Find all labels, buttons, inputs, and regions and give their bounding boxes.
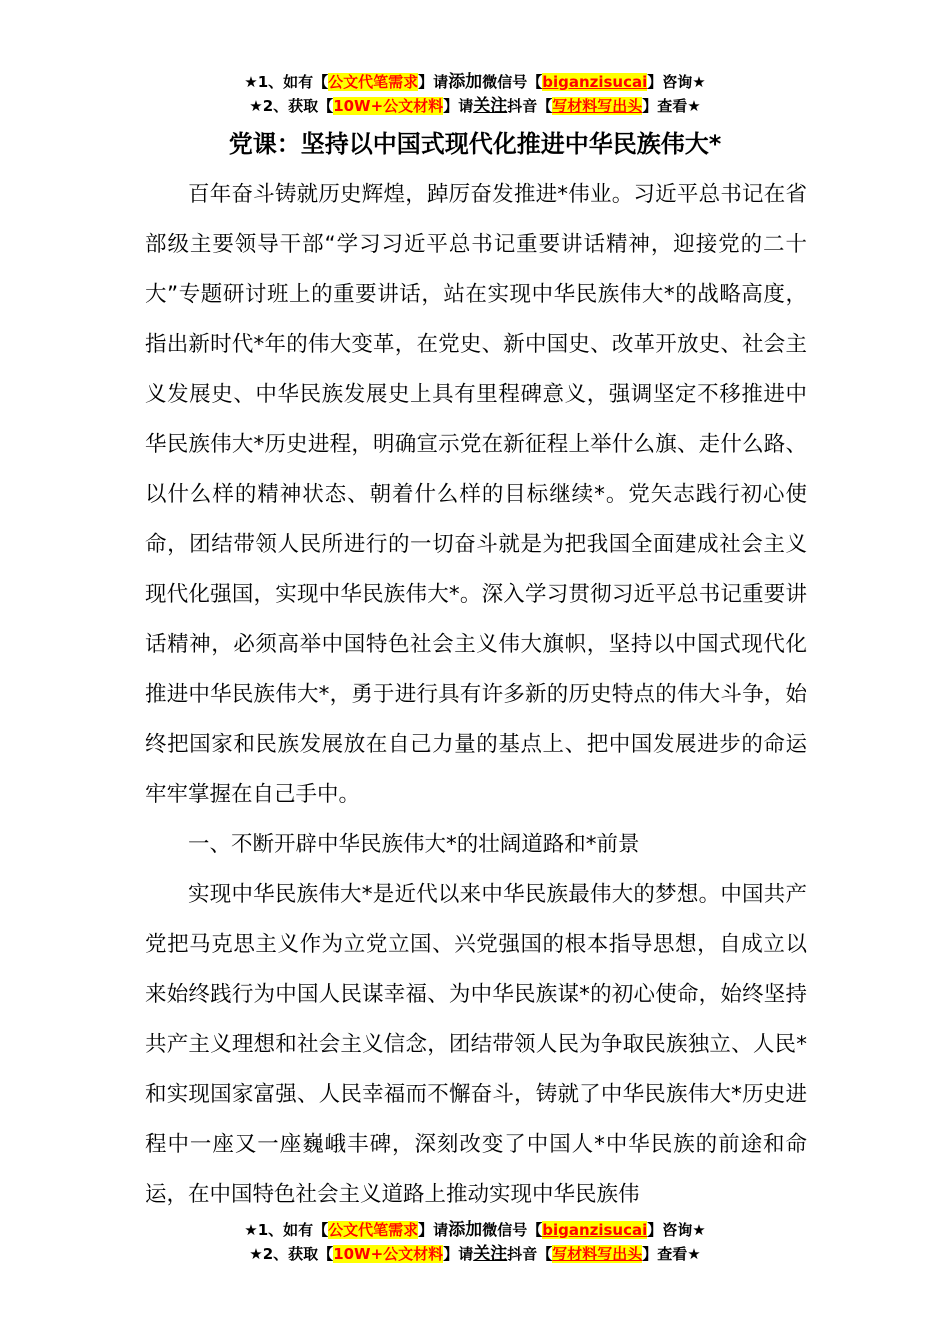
promo-banner-top [0, 70, 950, 118]
promo-emphasis: 添加 [448, 72, 483, 92]
promo-text: 微信号【 [482, 73, 543, 91]
document-body [145, 170, 807, 1220]
promo-text: 】查看★ [642, 97, 701, 115]
promo-highlight-wechat: biganzisucai [542, 73, 648, 91]
promo-text: 】查看★ [642, 1245, 701, 1263]
promo-text: 】请 [443, 1245, 474, 1263]
promo-text: 抖音【 [507, 97, 553, 115]
section-heading-1: 一、不断开辟中华民族伟大*的壮阔道路和*前景 [188, 832, 640, 857]
promo-highlight-douyin: 写材料写出头 [552, 97, 643, 115]
promo-banner-bottom [0, 1218, 950, 1266]
promo-text: ★1、如有【 [244, 73, 329, 91]
promo-highlight: 公文代笔需求 [328, 1221, 419, 1239]
promo-line-2 [0, 94, 950, 118]
promo-line-1 [0, 1218, 950, 1242]
paragraph-section-1: 实现中华民族伟大*是近代以来中华民族最伟大的梦想。中国共产党把马克思主义作为立党立国、兴党强国的根本指导思想，自成立以来始终践行为中国人民谋幸福、为中华民族谋*的初心使命，始终坚持共产主义理想和社会主义信念，团结带领人民为争取民族独立、人民*和实现国家富强、人民幸福而不懈奋斗，铸就了中华民族伟大*历史进程中一座又一座巍峨丰碑，深刻改变了中国人*中华民族的前途和命运，在中国特色社会主义道路上推动实现中华民族伟 [145, 882, 807, 1207]
promo-text: 】请 [418, 73, 449, 91]
promo-text: 】请 [418, 1221, 449, 1239]
promo-text: 】请 [443, 97, 474, 115]
promo-highlight: 10W+公文材料 [333, 1245, 444, 1263]
promo-line-2 [0, 1242, 950, 1266]
promo-text: 】咨询★ [647, 73, 706, 91]
promo-text: ★2、获取【 [249, 97, 334, 115]
promo-text: 微信号【 [482, 1221, 543, 1239]
promo-highlight-wechat: biganzisucai [542, 1221, 648, 1239]
paragraph-intro: 百年奋斗铸就历史辉煌，踔厉奋发推进*伟业。习近平总书记在省部级主要领导干部“学习习近平总书记重要讲话精神，迎接党的二十大”专题研讨班上的重要讲话，站在实现中华民族伟大*的战略高度，指出新时代*年的伟大变革，在党史、新中国史、改革开放史、社会主义发展史、中华民族发展史上具有里程碑意义，强调坚定不移推进中华民族伟大*历史进程，明确宣示党在新征程上举什么旗、走什么路、以什么样的精神状态、朝着什么样的目标继续*。党矢志践行初心使命，团结带领人民所进行的一切奋斗就是为把我国全面建成社会主义现代化强国，实现中华民族伟大*。深入学习贯彻习近平总书记重要讲话精神，必须高举中国特色社会主义伟大旗帜，坚持以中国式现代化推进中华民族伟大*，勇于进行具有许多新的历史特点的伟大斗争，始终把国家和民族发展放在自己力量的基点上、把中国发展进步的命运牢牢掌握在自己手中。 [145, 182, 807, 807]
promo-emphasis: 关注 [473, 96, 508, 116]
promo-text: ★2、获取【 [249, 1245, 334, 1263]
promo-emphasis: 关注 [473, 1244, 508, 1264]
promo-text: 抖音【 [507, 1245, 553, 1263]
promo-highlight: 公文代笔需求 [328, 73, 419, 91]
promo-text: ★1、如有【 [244, 1221, 329, 1239]
promo-highlight: 10W+公文材料 [333, 97, 444, 115]
promo-emphasis: 添加 [448, 1220, 483, 1240]
promo-text: 】咨询★ [647, 1221, 706, 1239]
document-title: 党课：坚持以中国式现代化推进中华民族伟大* [228, 130, 722, 158]
promo-line-1 [0, 70, 950, 94]
promo-highlight-douyin: 写材料写出头 [552, 1245, 643, 1263]
